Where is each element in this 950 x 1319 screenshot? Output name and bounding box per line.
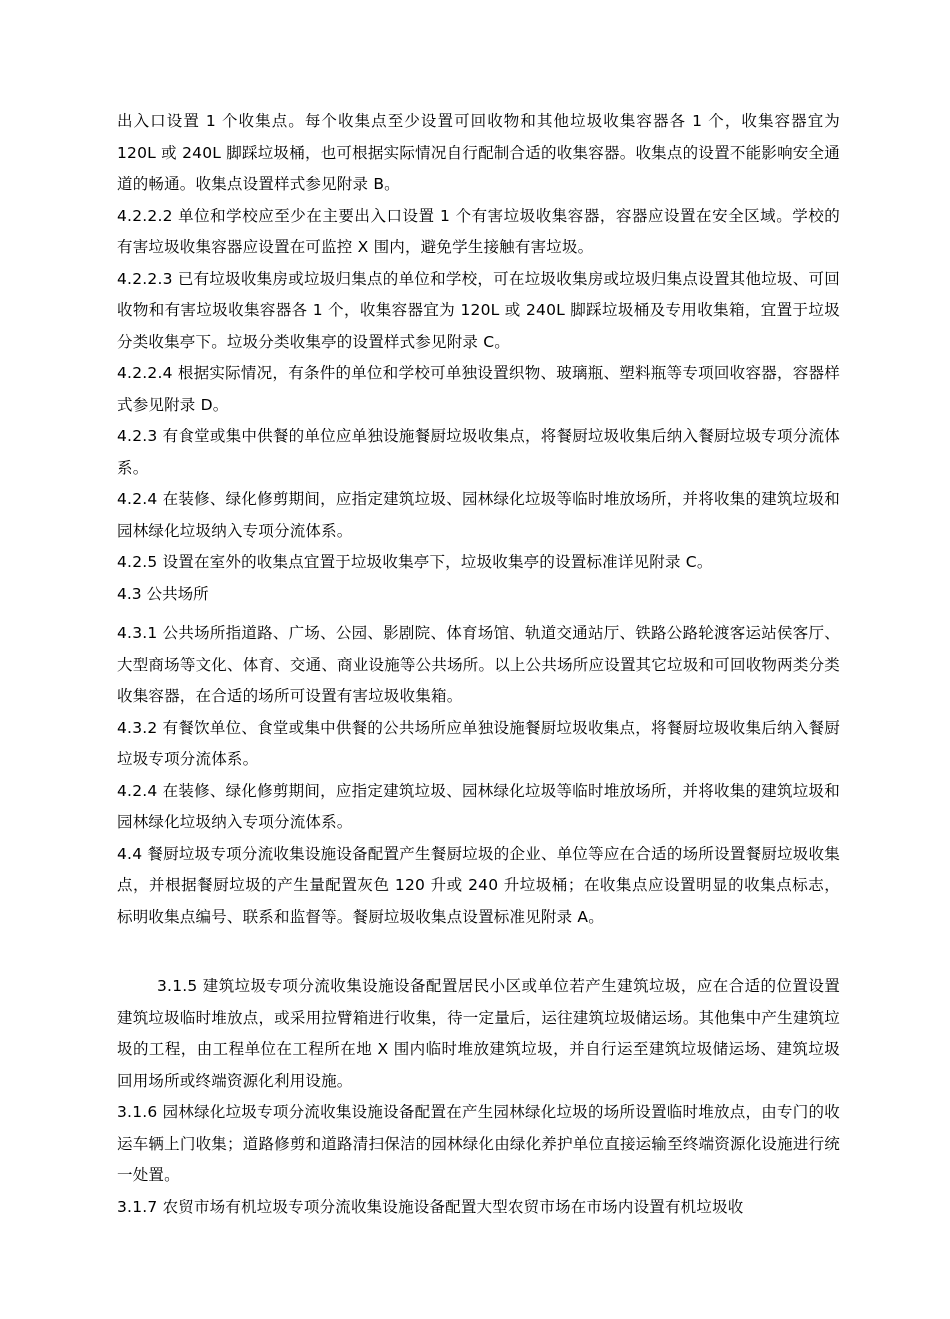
section-heading-4-3: 4.3 公共场所 xyxy=(117,584,209,603)
paragraph-4-2-4: 4.2.4 在装修、绿化修剪期间，应指定建筑垃圾、园林绿化垃圾等临时堆放场所，并将收集的建筑垃圾和园林绿化垃圾纳入专项分流体系。 xyxy=(117,490,840,540)
paragraph-4-4: 4.4 餐厨垃圾专项分流收集设施设备配置产生餐厨垃圾的企业、单位等应在合适的场所设置餐厨垃圾收集点，并根据餐厨垃圾的产生量配置灰色 120 升或 240 升垃圾桶；在收集点应设置明显的收集点标志，标明收集点编号、联系和监督等。餐厨垃圾收集点设置标准见附录 A。 xyxy=(117,844,840,926)
paragraph-3-1-6: 3.1.6 园林绿化垃圾专项分流收集设施设备配置在产生园林绿化垃圾的场所设置临时堆放点，由专门的收运车辆上门收集；道路修剪和道路清扫保洁的园林绿化由绿化养护单位直接运输至终端资源化设施进行统一处置。 xyxy=(117,1103,840,1184)
paragraph-4-2-5: 4.2.5 设置在室外的收集点宜置于垃圾收集亭下，垃圾收集亭的设置标准详见附录 C。 xyxy=(117,553,713,571)
paragraph-4-2-3: 4.2.3 有食堂或集中供餐的单位应单独设施餐厨垃圾收集点，将餐厨垃圾收集后纳入餐厨垃圾专项分流体系。 xyxy=(117,427,840,477)
spacer xyxy=(117,610,840,618)
paragraph-4-2-2-2: 4.2.2.2 单位和学校应至少在主要出入口设置 1 个有害垃圾收集容器，容器应设置在安全区域。学校的有害垃圾收集容器应设置在可监控 X 围内，避免学生接触有害垃圾。 xyxy=(117,206,840,256)
paragraph-3-1-7: 3.1.7 农贸市场有机垃圾专项分流收集设施设备配置大型农贸市场在市场内设置有机垃圾收 xyxy=(117,1197,744,1216)
paragraph-3-1-5: 3.1.5 建筑垃圾专项分流收集设施设备配置居民小区或单位若产生建筑垃圾，应在合适的位置设置建筑垃圾临时堆放点，或采用拉臂箱进行收集，待一定量后，运往建筑垃圾储运场。其他集中产生建筑垃圾的工程，由工程单位在工程所在地 X 围内临时堆放建筑垃圾，并自行运至建筑垃圾储运场、建筑垃圾回用场所或终端资源化利用设施。 xyxy=(117,977,840,1090)
paragraph-4-3-2: 4.3.2 有餐饮单位、食堂或集中供餐的公共场所应单独设施餐厨垃圾收集点，将餐厨垃圾收集后纳入餐厨垃圾专项分流体系。 xyxy=(117,718,840,768)
paragraph-collection-point: 出入口设置 1 个收集点。每个收集点至少设置可回收物和其他垃圾收集容器各 1 个，收集容器宜为 120L 或 240L 脚踩垃圾桶，也可根据实际情况自行配制合适的收集容器。收集点的设置不能影响安全通道的畅通。收集点设置样式参见附录 B。 xyxy=(117,112,840,193)
paragraph-4-3-1: 4.3.1 公共场所指道路、广场、公园、影剧院、体育场馆、轨道交通站厅、铁路公路轮渡客运站侯客厅、大型商场等文化、体育、交通、商业设施等公共场所。以上公共场所应设置其它垃圾和可回收物两类分类收集容器，在合适的场所可设置有害垃圾收集箱。 xyxy=(117,624,840,705)
paragraph-4-2-2-3: 4.2.2.3 已有垃圾收集房或垃圾归集点的单位和学校，可在垃圾收集房或垃圾归集点设置其他垃圾、可回收物和有害垃圾收集容器各 1 个，收集容器宜为 120L 或 240L 脚踩垃圾桶及专用收集箱，宜置于垃圾分类收集亭下。垃圾分类收集亭的设置样式参见附录 C。 xyxy=(117,269,840,351)
paragraph-4-2-2-4: 4.2.2.4 根据实际情况，有条件的单位和学校可单独设置织物、玻璃瓶、塑料瓶等专项回收容器，容器样式参见附录 D。 xyxy=(117,364,840,414)
spacer xyxy=(117,933,840,971)
paragraph-4-2-4-repeat: 4.2.4 在装修、绿化修剪期间，应指定建筑垃圾、园林绿化垃圾等临时堆放场所，并将收集的建筑垃圾和园林绿化垃圾纳入专项分流体系。 xyxy=(117,781,840,831)
